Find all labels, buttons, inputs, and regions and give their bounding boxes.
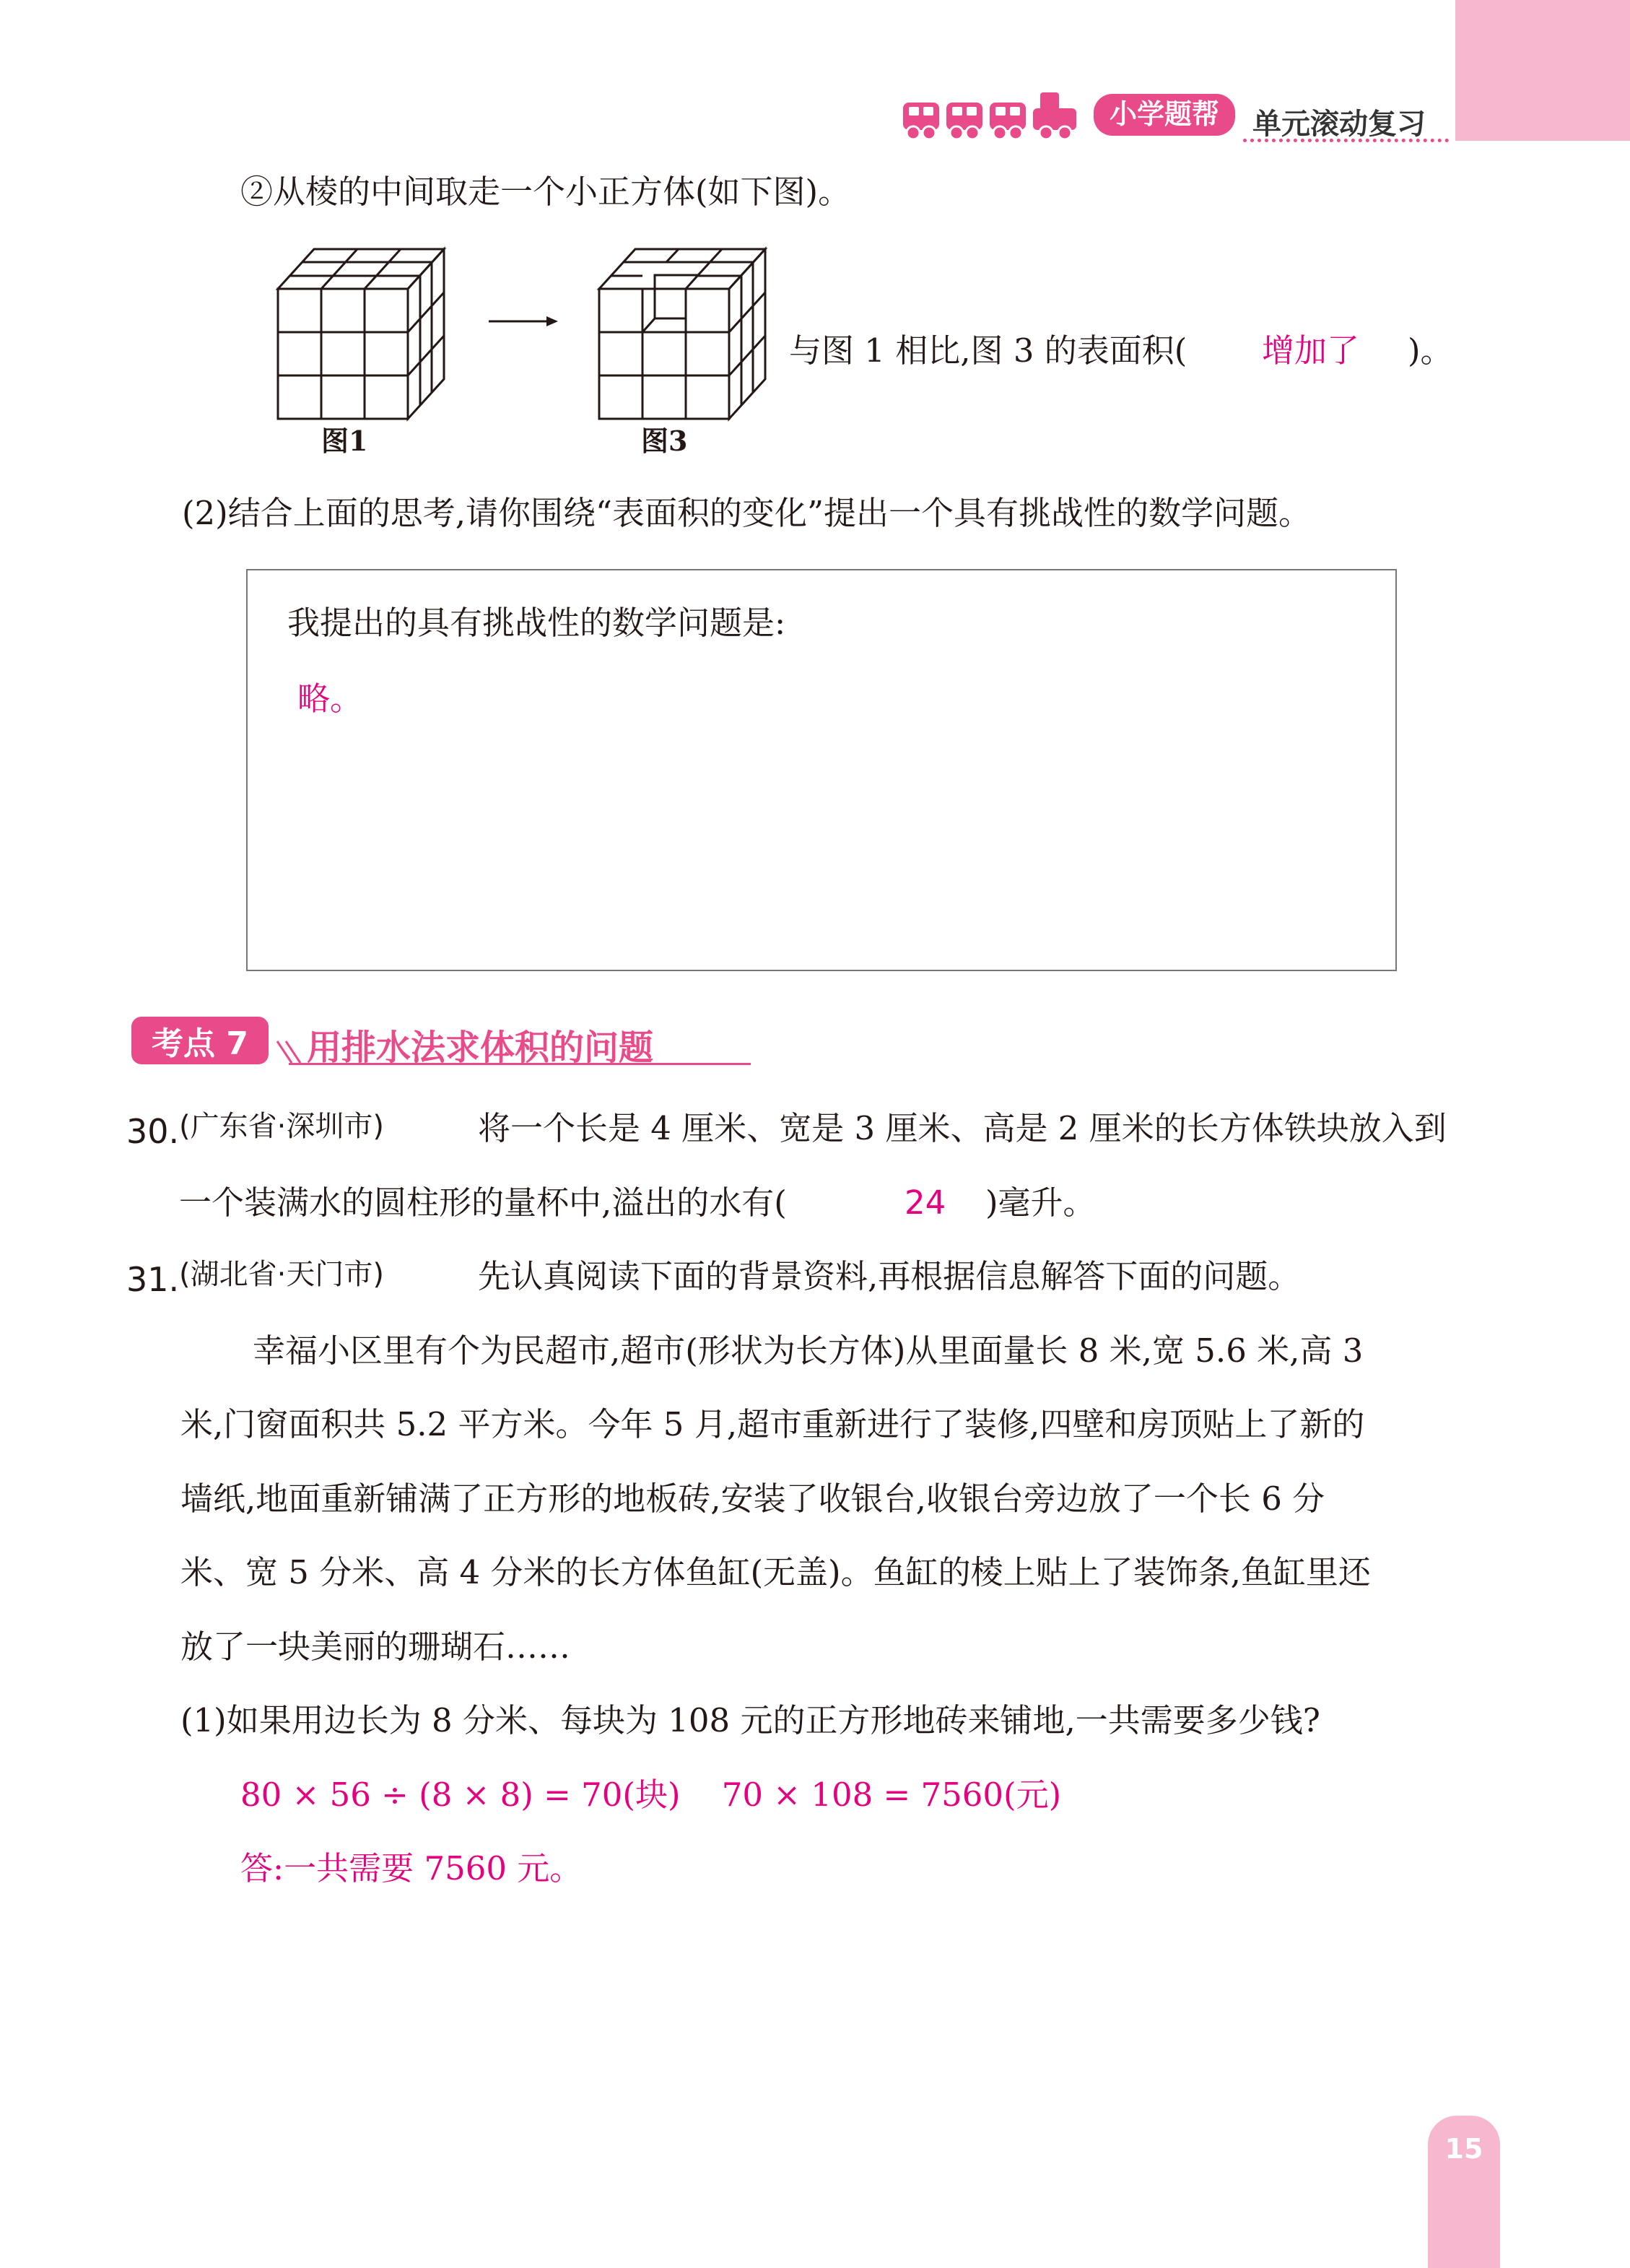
q30-source: (广东省·深圳市) bbox=[179, 1110, 384, 1143]
compare-text-after: )。 bbox=[1408, 331, 1453, 370]
part-b-text: ②从棱的中间取走一个小正方体(如下图)。 bbox=[240, 173, 851, 211]
brand-badge: 小学题帮 bbox=[1094, 94, 1235, 136]
header-dots bbox=[1243, 139, 1449, 142]
q31-para-line: 米、宽 5 分米、高 4 分米的长方体鱼缸(无盖)。鱼缸的棱上贴上了装饰条,鱼缸里还 bbox=[180, 1553, 1371, 1591]
fig1-label: 图1 bbox=[321, 425, 368, 457]
q31-number: 31. bbox=[126, 1260, 180, 1299]
q31-answer: 答:一共需要 7560 元。 bbox=[240, 1849, 583, 1887]
q30-number: 30. bbox=[126, 1112, 180, 1151]
cube-figure-1 bbox=[271, 238, 458, 429]
cube-figure-3 bbox=[592, 238, 780, 429]
q30-line1: 将一个长是 4 厘米、宽是 3 厘米、高是 2 厘米的长方体铁块放入到 bbox=[478, 1109, 1447, 1147]
q31-para-line: 放了一块美丽的珊瑚石…… bbox=[180, 1628, 571, 1666]
q31-para-line: 墙纸,地面重新铺满了正方形的地板砖,安装了收银台,收银台旁边放了一个长 6 分 bbox=[180, 1480, 1325, 1518]
q30-line2: 一个装满水的圆柱形的量杯中,溢出的水有( bbox=[179, 1183, 787, 1222]
header-title: 单元滚动复习 bbox=[1252, 108, 1426, 141]
q31-calc: 80 × 56 ÷ (8 × 8) = 70(块) 70 × 108 = 7560(元) bbox=[240, 1776, 1062, 1814]
q30-answer: 24 bbox=[905, 1183, 946, 1222]
section-badge: 考点 7 bbox=[131, 1017, 269, 1064]
compare-text-before: 与图 1 相比,图 3 的表面积( bbox=[789, 331, 1187, 370]
q31-intro: 先认真阅读下面的背景资料,再根据信息解答下面的问题。 bbox=[478, 1257, 1301, 1295]
q31-para-line: 幸福小区里有个为民超市,超市(形状为长方体)从里面量长 8 米,宽 5.6 米,高 3 bbox=[253, 1331, 1364, 1370]
q31-sub1: (1)如果用边长为 8 分米、每块为 108 元的正方形地砖来铺地,一共需要多少钱? bbox=[180, 1701, 1320, 1739]
box-answer: 略。 bbox=[297, 679, 363, 718]
corner-tab bbox=[1455, 0, 1630, 141]
q31-para-line: 米,门窗面积共 5.2 平方米。今年 5 月,超市重新进行了装修,四壁和房顶贴上了新的 bbox=[180, 1405, 1365, 1443]
q31-source: (湖北省·天门市) bbox=[179, 1258, 384, 1291]
q30-line2-end: )毫升。 bbox=[985, 1183, 1096, 1222]
fig3-label: 图3 bbox=[641, 425, 688, 457]
section-underline bbox=[289, 1063, 751, 1065]
arrow-right-icon bbox=[487, 310, 559, 335]
page-number: 15 bbox=[1444, 2133, 1483, 2165]
q2-text: (2)结合上面的思考,请你围绕“表面积的变化”提出一个具有挑战性的数学问题。 bbox=[182, 494, 1312, 532]
train-icon bbox=[899, 87, 1086, 147]
box-prompt: 我提出的具有挑战性的数学问题是: bbox=[287, 604, 786, 642]
page-number-tab bbox=[1428, 2116, 1500, 2268]
compare-answer: 增加了 bbox=[1262, 331, 1360, 370]
section-title: 用排水法求体积的问题 bbox=[307, 1027, 654, 1068]
